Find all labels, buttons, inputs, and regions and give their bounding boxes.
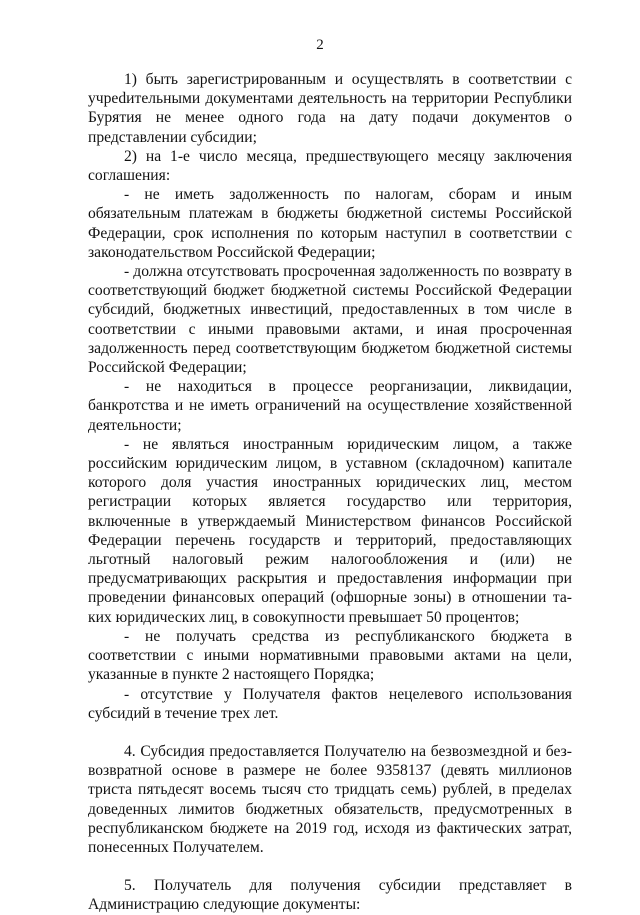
paragraph-subsidy-amount: 4. Субсидия предоставляется Получателю на безвозмездной и безвозвратной основе в размере не более 9358137 (девять миллионов триста пятьдесят восемь тысяч сто тридцать семь) рублей, в пределах доведенных лимитов бюджетных обязательств, предусмотренных в республиканском бюджете на 2019 год, исходя из фактических затрат, понесенных Получателем. [88,742,572,856]
paragraph-no-misuse: - отсутствие у Получателя фактов нецелевого использования субсидий в течение трех лет. [88,685,572,722]
paragraph-no-reorganization: - не находиться в процессе реорганизации, ликвидации, банкротства и не иметь ограничений на осуществление хозяйственной деятельности; [88,378,572,434]
document-body [88,70,572,915]
paragraph-documents-required: 5. Получатель для получения субсидии представляет в Администрацию следующие документы: [88,877,572,914]
paragraph-not-foreign-entity: - не являться иностранным юридическим лицом, а также российским юридическим лицом, в уставном (складочном) капитале которого доля участия иностранных юридических лиц, местом регистрации которых является государство или территория, включенные в утверждаемый Министерством финансов Российской Федерации перечень государств и территорий, предоставляющих льготный налоговый режим налогообложения и (или) не предусматривающих раскрытия и предоставления информации при проведении финансовых операций (офшорные зоны) в отношении таких юридических лиц, в совокупности превышает 50 процентов; [88,435,572,626]
paragraph-date-condition: 2) на 1-е число месяца, предшествующего месяцу заключения соглашения: [88,147,572,185]
paragraph-no-other-funding: - не получать средства из республиканского бюджета в соответствии с иными нормативными правовыми актами на цели, указанные в пункте 2 настоящего Порядка; [88,627,572,684]
paragraph-registration-requirement: 1) быть зарегистрированным и осуществлять в соответствии с учреdительными документами деятельность на территории Республики Бурятия не менее одного года на дату подачи документов о представлении субсидии; [88,71,572,146]
page-number: 2 [316,37,324,53]
paragraph-no-tax-debt: - не иметь задолженность по налогам, сборам и иным обязательным платежам в бюджеты бюджетной системы Российской Федерации, срок исполнения по которым наступил в соответствии с законодательством Российской Федерации; [88,186,572,261]
paragraph-no-overdue-debt: - должна отсутствовать просроченная задолженность по возврату в соответствующий бюджет бюджетной системы Российской Федерации субсидий, бюджетных инвестиций, предоставленных в том числе в соответствии с иными правовыми актами, и иная просроченная задолженность перед соответствующим бюджетом бюджетной системы Российской Федерации; [88,263,572,377]
